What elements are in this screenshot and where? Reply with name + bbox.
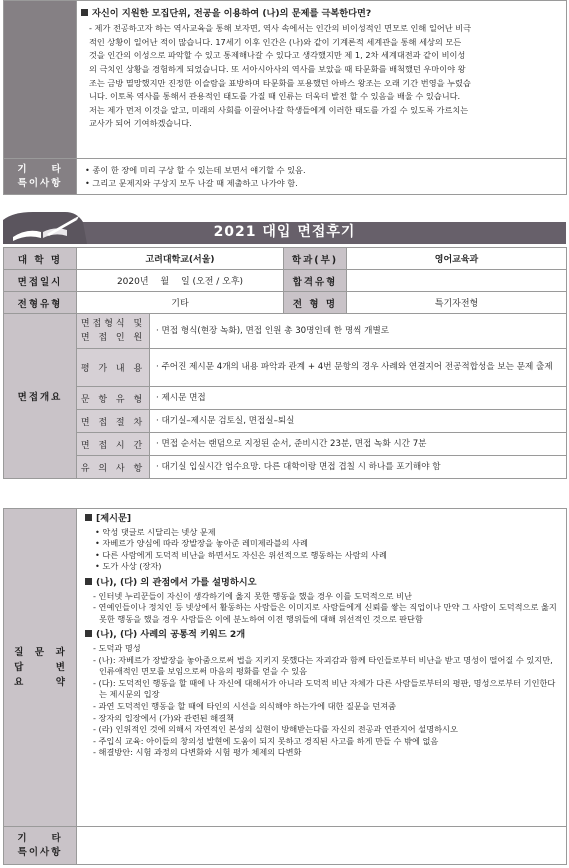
result-label: 합격유형 (284, 270, 347, 292)
dept-label: 학과(부) (284, 248, 347, 270)
qa-summary-table (3, 508, 567, 827)
passage-item: • 악성 댓글로 시달리는 넷상 문제 (95, 526, 216, 537)
passage-item: • 도가 사상 (장자) (95, 561, 162, 572)
type-value: 기타 (77, 292, 284, 314)
section-heading-question1: (나), (다) 의 관점에서 가를 설명하시오 (85, 577, 558, 589)
answer-line: 교사가 되어 기여하겠습니다. (89, 118, 192, 129)
etc-label: 기 타 특이사항 (4, 159, 77, 195)
caution-value: · 대기실 입실시간 엄수요망. 다른 대학이랑 면접 겹칠 시 하나를 포기해야 함 (150, 456, 567, 479)
answer-item: - 인터넷 누리꾼들이 자신이 생각하기에 옳지 못한 행동을 했을 경우 이를 도덕적으로 비난 (93, 590, 412, 601)
type-label: 전형유형 (4, 292, 77, 314)
overview-label: 면접개요 (4, 314, 77, 479)
format-value: · 면접 형식(현장 녹화), 면접 인원 총 30명인데 한 명씩 개별로 (150, 314, 567, 349)
university-label: 대 학 명 (4, 248, 77, 270)
previous-question-heading: 자신이 지원한 모집단위, 전공을 이용하여 (나)의 문제를 극복한다면? (81, 8, 558, 20)
square-bullet-icon (81, 9, 88, 16)
evaluation-value: · 주어진 제시문 4개의 내용 파악과 관계 + 4번 문항의 경우 사례와 연결지어 전공적합성을 보는 문제 출제 (150, 349, 567, 387)
etc-notes (77, 159, 567, 195)
university-value: 고려대학교(서울) (77, 248, 284, 270)
qa-body (77, 509, 567, 827)
dept-value: 영어교육과 (347, 248, 567, 270)
square-bullet-icon (85, 630, 92, 637)
time-label: 면 접 시 간 (77, 433, 150, 456)
answer-item: - (나): 자베르가 장발장을 놓아줌으로써 법을 지키지 못했다는 자괴감과 함께 타인들로부터 비난을 받고 명성이 떨어질 수 있지만, 인류애적인 면모를 보임으로써 마음의 평화를 얻을 수 있음 (93, 654, 553, 677)
square-bullet-icon (85, 514, 92, 521)
procedure-value: · 대기실–제시문 검토실, 면접실–퇴실 (150, 410, 567, 433)
previous-answer-cell (77, 1, 567, 159)
result-value (347, 270, 567, 292)
caution-label: 유 의 사 항 (77, 456, 150, 479)
bottom-etc-value (77, 827, 567, 865)
etc-item: • 그리고 문제지와 구상지 모두 나갈 때 제출하고 나가야 함. (85, 177, 298, 188)
track-value: 특기자전형 (347, 292, 567, 314)
date-value: 2020년 월 일 (오전 / 오후) (77, 270, 284, 292)
track-label: 전 형 명 (284, 292, 347, 314)
answer-item: - 연예인들이나 정치인 등 넷상에서 활동하는 사람들은 이미지로 사람들에게 신뢰를 쌓는 직업이나 만약 그 사람이 도덕적으로 옳지 못한 행동을 했을 경우 사람들은 이에 분노하여 이전 행위들에 대해 위선적인 것으로 판단함 (93, 602, 557, 624)
answer-item: - 해결방안: 시험 과정의 다변화와 시험 평가 체제의 다변화 (93, 747, 302, 758)
answer-item: - 장자의 입장에서 (가)와 관련된 해결책 (93, 712, 234, 723)
question-type-label: 문 항 유 형 (77, 387, 150, 410)
answer-line: 조는 금방 멸망했지만 진정한 이슬람을 표방하며 타문화를 포용했던 아바스 왕조는 오래 기간 번영을 누렸습 (89, 77, 471, 88)
interview-info-table (3, 247, 567, 479)
answer-item: - 도덕과 명성 (93, 642, 141, 653)
answer-line: 니다. 이토록 역사를 통해서 관용적인 태도를 가질 때 인류는 더욱더 발전 할 수 있음을 배울 수 있습니다. (89, 91, 461, 102)
answer-item: - 과연 도덕적인 행동을 할 때에 타인의 시선을 의식해야 하는가에 대한 질문을 던져줌 (93, 700, 397, 711)
answer-item: - (라) 인위적인 것에 의해서 자연적인 본성의 실현이 방해받는다를 자신의 전공과 연관지어 설명하시오 (93, 724, 458, 735)
answer-line: 것을 인간의 이성으로 파악할 수 있고 통제해나갈 수 있다고 생각했지만 제 1, 2차 세계대전과 같이 비이성 (89, 50, 466, 61)
question-type-value: · 제시문 면접 (150, 387, 567, 410)
answer-line: - 제가 전공하고자 하는 역사교육을 통해 보자면, 역사 속에서는 인간의 비이성적인 면모로 인해 일어난 비극 (89, 23, 472, 34)
qa-label: 질 문 과 답 변 요 약 (4, 509, 77, 827)
bottom-etc-table (3, 826, 567, 865)
etc-item: • 종이 한 장에 미리 구상 할 수 있는데 보면서 얘기할 수 있음. (85, 165, 306, 176)
format-label: 면접형식 및 면 접 인 원 (77, 314, 150, 349)
passage-item: • 다른 사람에게 도덕적 비난을 하면서도 자신은 위선적으로 행동하는 사람의 사례 (95, 549, 387, 560)
answer-item: - (다): 도덕적인 행동을 할 때에 나 자신에 대해서가 아니라 도덕적 비난 자체가 다른 사람들로부터의 평판, 명성으로부터 기인한다는 제시문의 입장 (93, 677, 556, 700)
square-bullet-icon (85, 578, 92, 585)
banner-title: 2021 대입 면접후기 (213, 224, 356, 240)
qa-label-cell (4, 1, 77, 159)
evaluation-label: 평 가 내 용 (77, 349, 150, 387)
procedure-label: 면 접 절 차 (77, 410, 150, 433)
section-heading-question2: (나), (다) 사례의 공통적 키워드 2개 (85, 629, 558, 641)
previous-answer (81, 22, 558, 131)
answer-line: 적인 상황이 일어난 적이 많습니다. 17세기 이후 인간은 (나)와 같이 기계론적 세계관을 통해 세상의 모든 (89, 36, 462, 47)
passage-item: • 자베르가 양심에 따라 장발장을 놓아준 레미제라블의 사례 (95, 538, 308, 549)
answer-line: 의 극치인 상황을 경험하게 되었습니다. 또 서아시아사의 역사를 보았을 때 타문화를 배척했던 우마이야 왕 (89, 64, 466, 75)
previous-question-block (3, 0, 567, 195)
answer-line: 저는 제가 먼저 이것을 알고, 미래의 사회를 이끌어나갈 학생들에게 이러한 태도를 가질 수 있도록 가르치는 (89, 104, 469, 115)
section-heading-passages: [제시문] (85, 513, 558, 525)
answer-item: - 주입식 교육: 아이들의 창의성 발현에 도움이 되지 못하고 경직된 사고를 하게 만들 수 밖에 없음 (93, 735, 439, 746)
date-label: 면접일시 (4, 270, 77, 292)
bottom-etc-label: 기 타 특이사항 (4, 827, 77, 865)
section-banner (3, 210, 566, 244)
time-value: · 면접 순서는 랜덤으로 지정된 순서, 준비시간 23분, 면접 녹화 시간 7분 (150, 433, 567, 456)
